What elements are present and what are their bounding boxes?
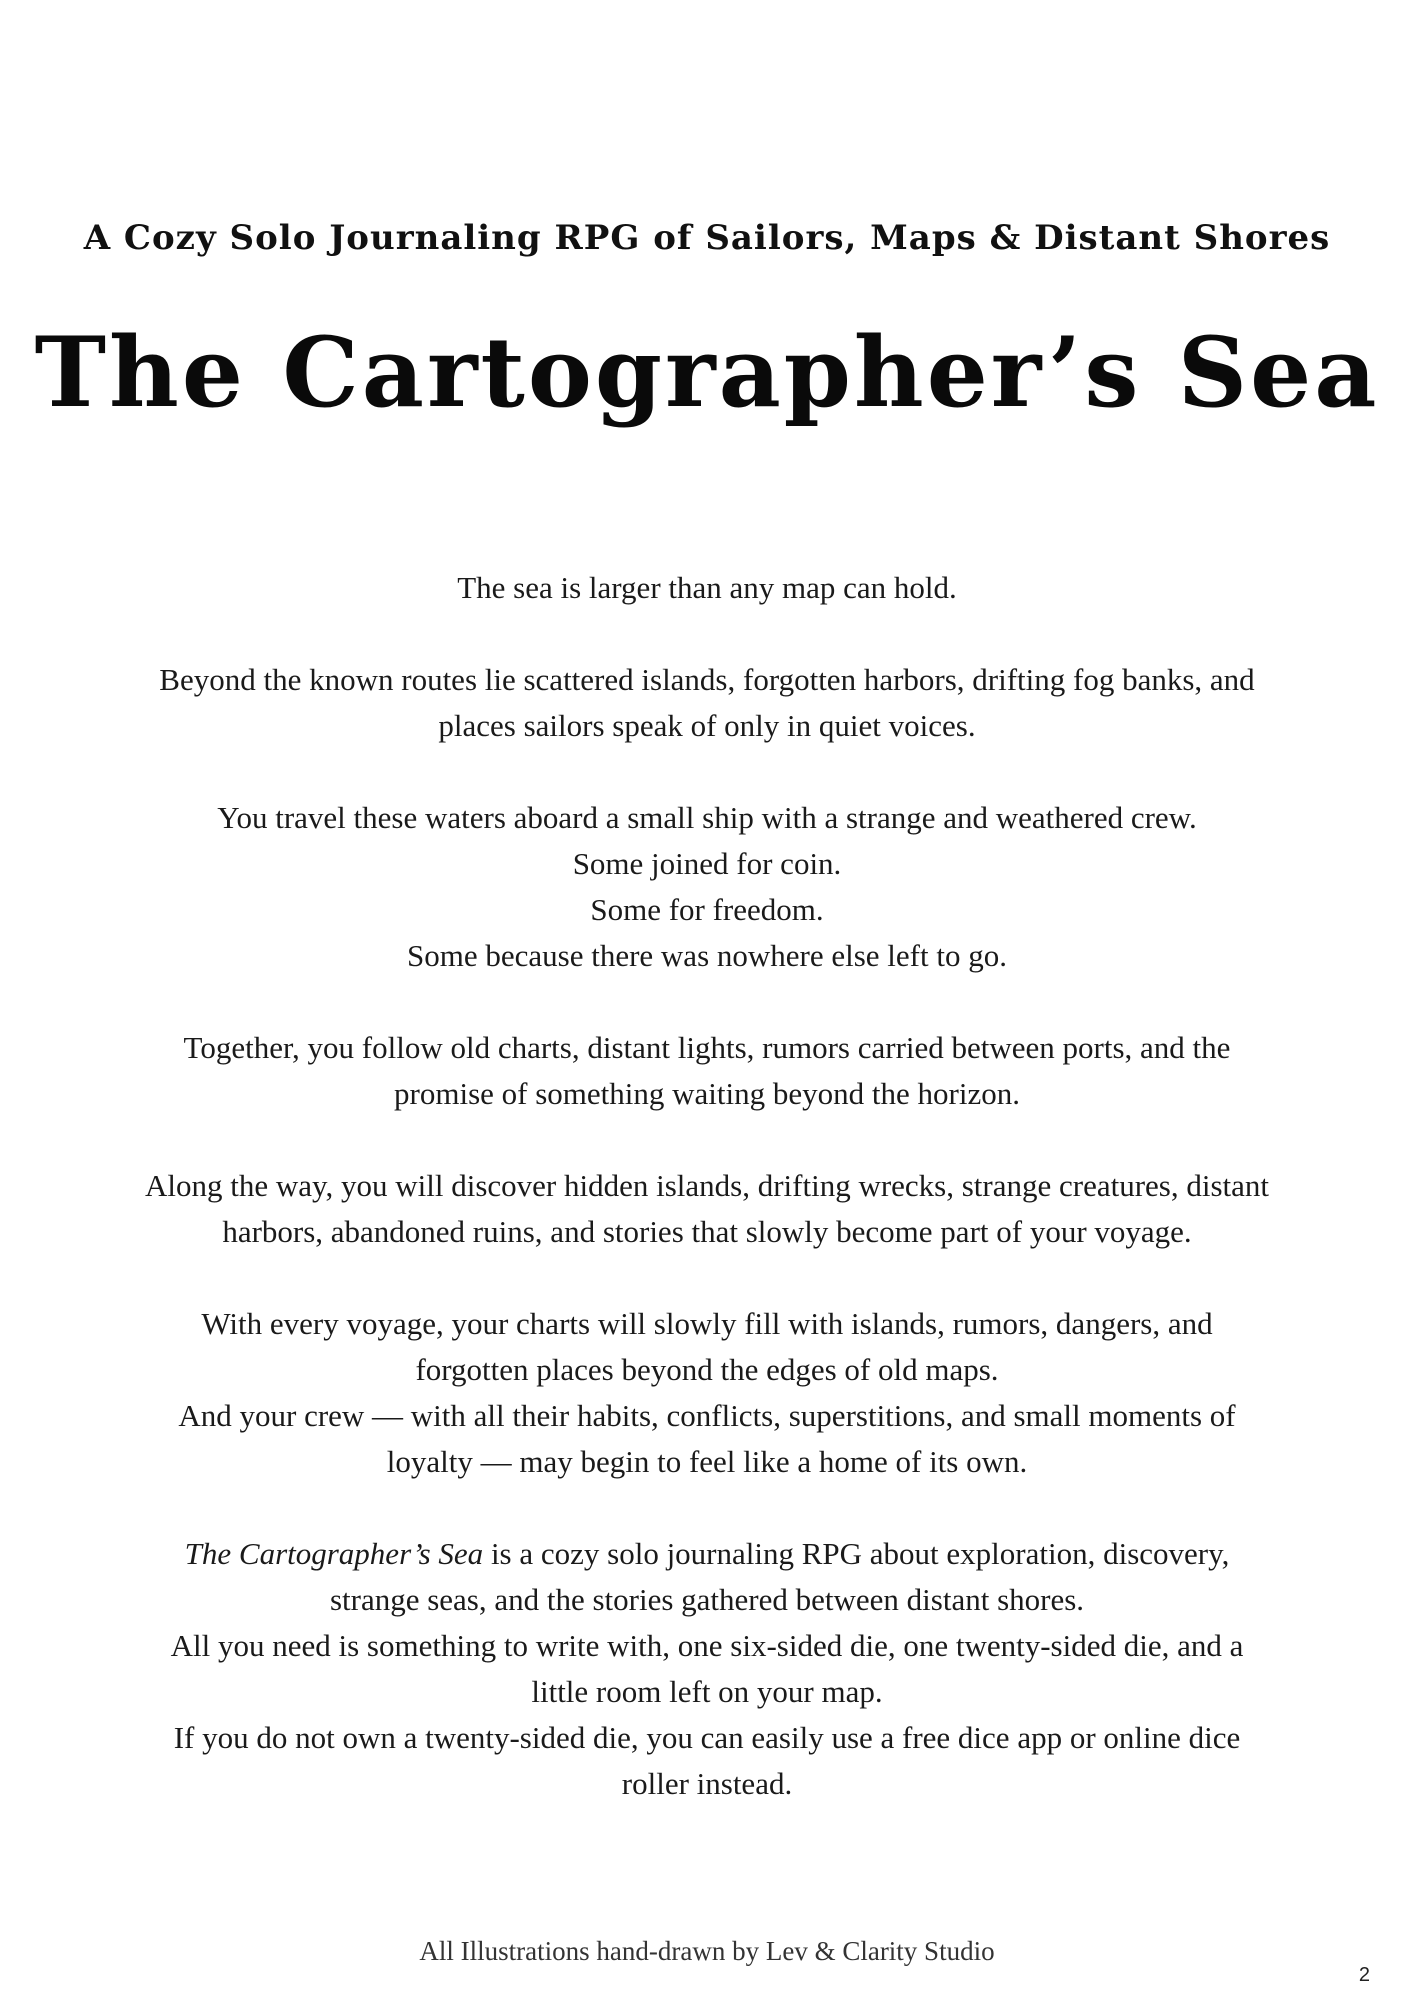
text-line: Together, you follow old charts, distant lights, rumors carried between ports, and the [183, 1030, 1231, 1065]
game-title-italic: The Cartographer’s Sea [184, 1536, 484, 1571]
paragraph-4 [120, 1025, 1294, 1117]
text-line: Some for freedom. [590, 892, 824, 927]
text-line: forgotten places beyond the edges of old maps. [415, 1352, 999, 1387]
intro-text [120, 565, 1294, 1853]
paragraph-3 [120, 795, 1294, 979]
paragraph-5 [120, 1163, 1294, 1255]
text-line: loyalty — may begin to feel like a home of its own. [386, 1444, 1028, 1479]
page-subtitle: A Cozy Solo Journaling RPG of Sailors, Maps & Distant Shores [83, 218, 1331, 258]
text-line: You travel these waters aboard a small ship with a strange and weathered crew. [217, 800, 1197, 835]
text-fragment: is a cozy solo journaling RPG about exploration, discovery, [483, 1536, 1230, 1571]
text-line: All you need is something to write with, one six-sided die, one twenty-sided die, and a [170, 1628, 1244, 1663]
text-line: The sea is larger than any map can hold. [457, 570, 957, 605]
text-line: And your crew — with all their habits, conflicts, superstitions, and small moments of [178, 1398, 1236, 1433]
text-line: promise of something waiting beyond the horizon. [394, 1076, 1020, 1111]
text-line: places sailors speak of only in quiet voices. [438, 708, 976, 743]
illustration-credits: All Illustrations hand-drawn by Lev & Clarity Studio [419, 1936, 995, 1966]
paragraph-2 [120, 657, 1294, 749]
text-line: Some because there was nowhere else left to go. [407, 938, 1007, 973]
text-line: If you do not own a twenty-sided die, you can easily use a free dice app or online dice [173, 1720, 1241, 1755]
page-number: 2 [1358, 1964, 1370, 1986]
text-line: little room left on your map. [531, 1674, 883, 1709]
text-line: Some joined for coin. [572, 846, 842, 881]
text-line: With every voyage, your charts will slowly fill with islands, rumors, dangers, and [201, 1306, 1213, 1341]
text-line: Along the way, you will discover hidden islands, drifting wrecks, strange creatures, distant [144, 1168, 1270, 1203]
paragraph-7 [120, 1531, 1294, 1807]
text-line: Beyond the known routes lie scattered islands, forgotten harbors, drifting fog banks, and [159, 662, 1255, 697]
paragraph-6 [120, 1301, 1294, 1485]
text-line [120, 1531, 1294, 1577]
text-line: strange seas, and the stories gathered between distant shores. [329, 1582, 1085, 1617]
text-line: roller instead. [621, 1766, 793, 1801]
paragraph-1 [120, 565, 1294, 611]
text-line: harbors, abandoned ruins, and stories that slowly become part of your voyage. [222, 1214, 1192, 1249]
page-title: The Cartographer’s Sea [34, 316, 1380, 429]
